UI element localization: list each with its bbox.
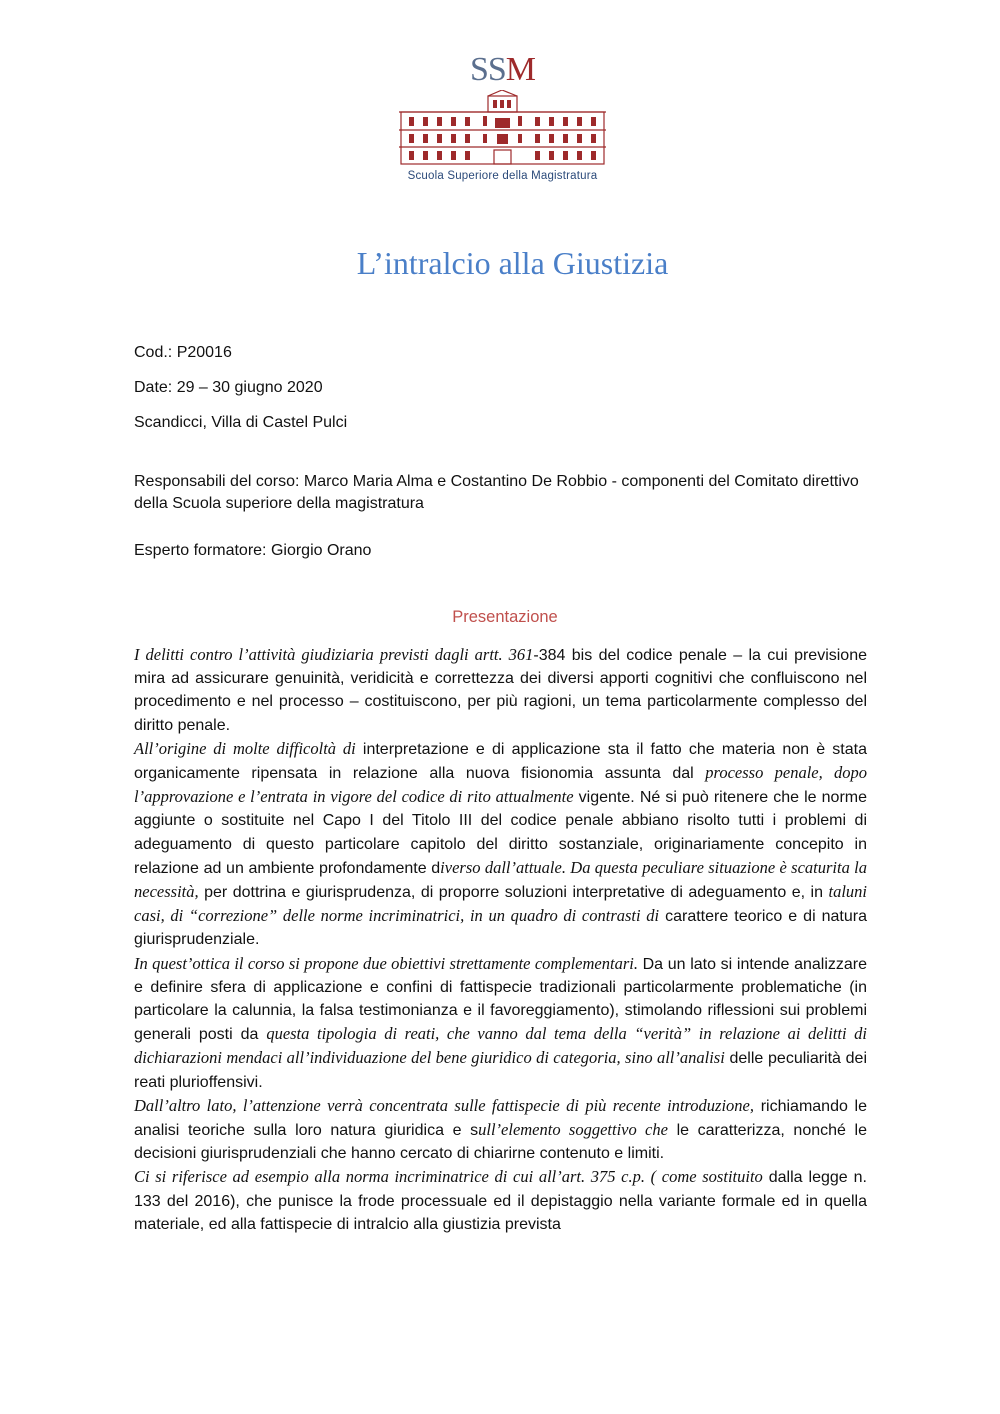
paragraph: Ci si riferisce ad esempio alla norma incriminatrice di cui all’art. 375 c.p. ( come sostituito dalla legge n. 133 del 2016), che punisce la frode processuale ed il depistaggio nella variante formale ed in quella materiale, ed alla fattispecie di intralcio alla giustizia prevista: [134, 1167, 867, 1233]
logo-caption: Scuola Superiore della Magistratura: [407, 170, 598, 182]
course-location: Scandicci, Villa di Castel Pulci: [134, 414, 348, 431]
course-managers: Responsabili del corso: Marco Maria Alma e Costantino De Robbio - componenti del Comitato direttivo della Scuola superiore della magistratura: [134, 473, 859, 512]
course-dates: Date: 29 – 30 giugno 2020: [134, 379, 323, 396]
villa-illustration: [395, 90, 610, 168]
section-title: Presentazione: [452, 608, 558, 626]
paragraph: Dall’altro lato, l’attenzione verrà concentrata sulle fattispecie di più recente introduzione, richiamando le analisi teoriche sulla loro natura giuridica e sull’elemento soggettivo che le caratterizza, nonché le decisioni giurisprudenziali che hanno cercato di chiarirne contenuto e limiti.: [134, 1095, 868, 1163]
course-code: Cod.: P20016: [134, 344, 232, 361]
document-title: L’intralcio alla Giustizia: [356, 245, 669, 281]
paragraph: In quest’ottica il corso si propone due obiettivi strettamente complementari. Da un lato si intende analizzare e definire sfera di applicazione e confini di fattispecie tradizionali particolarmente problematiche (in particolare la calunnia, la falsa testimonianza e il favoreggiamento), stimolando riflessioni sui problemi generali posti da questa tipologia di reati, che vanno dal tema della “verità” in relazione ai delitti di dichiarazioni mendaci all’individuazione del bene giuridico di categoria, sino all’analisi delle peculiarità dei reati plurioffensivi.: [134, 953, 868, 1091]
presentation-body: [134, 643, 867, 1236]
logo-mark: SSM: [469, 51, 536, 88]
paragraph: I delitti contro l’attività giudiziaria previsti dagli artt. 361-384 bis del codice penale – la cui previsione mira ad assicurare genuinità, veridicità e correttezza dei diversi apporti cognitivi che confluiscono nel procedimento e nel processo – costituiscono, per più ragioni, un tema particolarmente complesso del diritto penale.: [134, 645, 867, 734]
paragraph: All’origine di molte difficoltà di interpretazione e di applicazione sta il fatto che materia non è stata organicamente ripensata in relazione alla nuova fisionomia assunta dal processo penale, dopo l’approvazione e l’entrata in vigore del codice di rito attualmente vigente. Né si può ritenere che le norme aggiunte o sostituite nel Capo I del Titolo III del codice penale abbiano risolto tutti i problemi di adeguamento di questo particolare capitolo del diritto sostanziale, originariamente concepito in relazione ad un ambiente profondamente diverso dall’attuale. Da questa peculiare situazione è scaturita la necessità, per dottrina e giurisprudenza, di proporre soluzioni interpretative di adeguamento e, in taluni casi, di “correzione” delle norme incriminatrici, in un quadro di contrasti di carattere teorico e di natura giurisprudenziale.: [134, 738, 868, 949]
expert-trainer: Esperto formatore: Giorgio Orano: [134, 542, 372, 559]
ssm-logo: [395, 52, 610, 190]
